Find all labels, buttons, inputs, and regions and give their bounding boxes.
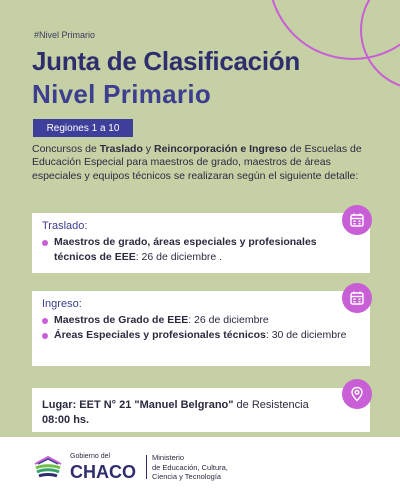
regions-badge: Regiones 1 a 10 [33, 119, 133, 137]
ingreso-title: Ingreso: [42, 298, 82, 310]
page-title: Junta de Clasificación [32, 46, 300, 76]
intro-text: Concursos de Traslado y Reincorporación e Ingreso de Escuelas de Educación Especial para maestros de grado, maestros de áreas especiales y equipos técnicos se realizaran según el siguiente detalle: [32, 143, 362, 182]
list-item: Áreas Especiales y profesionales técnicos: 30 de diciembre [42, 328, 360, 343]
footer [0, 437, 400, 500]
gov-label-small: Gobierno del [70, 453, 111, 460]
location-pin-icon [342, 379, 372, 409]
calendar-icon [342, 205, 372, 235]
traslado-title: Traslado: [42, 220, 88, 232]
calendar-icon [342, 283, 372, 313]
hashtag: #Nivel Primario [34, 30, 96, 40]
bullet-dot [42, 318, 48, 324]
lugar-text: Lugar: EET N° 21 "Manuel Belgrano" de Resistencia 08:00 hs. [42, 399, 309, 426]
page-subtitle: Nivel Primario [32, 79, 212, 109]
footer-divider [146, 455, 147, 479]
chaco-logo [32, 452, 64, 482]
ingreso-card [32, 291, 370, 366]
decorative-arc [360, 0, 400, 90]
list-item: Maestros de grado, áreas especiales y profesionales técnicos de EEE: 26 de diciembre . [42, 235, 360, 265]
lugar-card [32, 388, 370, 432]
ministry-label: Ministerio de Educación, Cultura, Ciencia y Tecnología [152, 453, 228, 481]
gov-label-big: CHACO [70, 462, 136, 482]
list-item: Maestros de Grado de EEE: 26 de diciembre [42, 313, 360, 328]
bullet-dot [42, 333, 48, 339]
bullet-dot [42, 240, 48, 246]
traslado-card [32, 213, 370, 273]
